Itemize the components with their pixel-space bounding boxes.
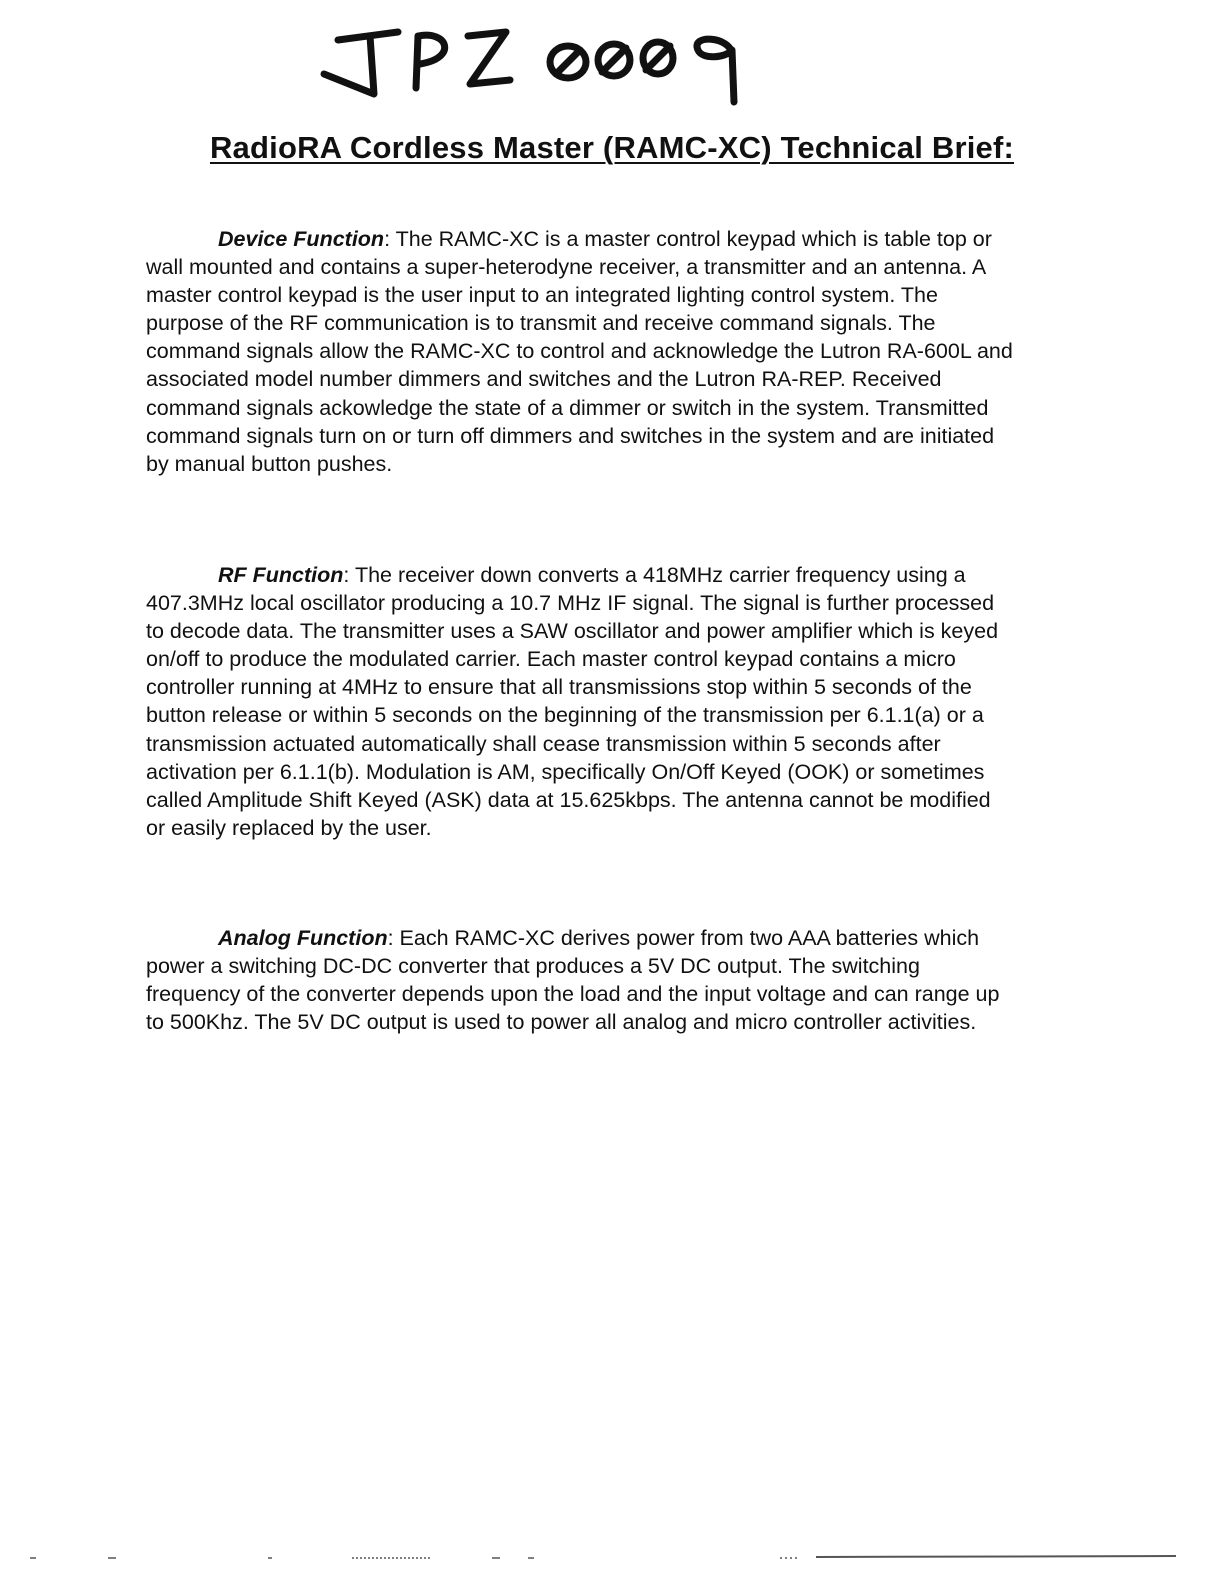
- section-device-function: [146, 225, 1014, 478]
- section-body: The RAMC-XC is a master control keypad which is table top or wall mounted and contains a super-heterodyne receiver, a transmitter and an antenna. A master control keypad is the user input to an integrated lighting control system. The purpose of the RF communication is to transmit and receive command signals. The command signals allow the RAMC-XC to control and acknowledge the Lutron RA-600L and associated model number dimmers and switches and the Lutron RA-REP. Received command signals ackowledge the state of a dimmer or switch in the system. Transmitted command signals turn on or turn off dimmers and switches in the system and are initiated by manual button pushes.: [146, 227, 1013, 476]
- section-body: Each RAMC-XC derives power from two AAA batteries which power a switching DC-DC converter that produces a 5V DC output. The switching frequency of the converter depends upon the load and the input voltage and can range up to 500Khz. The 5V DC output is used to power all analog and micro controller activities.: [146, 926, 1000, 1035]
- scan-artifact-line: [0, 1548, 1224, 1568]
- section-separator: :: [384, 227, 391, 251]
- section-body: The receiver down converts a 418MHz carrier frequency using a 407.3MHz local oscillator producing a 10.7 MHz IF signal. The signal is further processed to decode data. The transmitter uses a SAW oscillator and power amplifier which is keyed on/off to produce the modulated carrier. Each master control keypad contains a micro controller running at 4MHz to ensure that all transmissions stop within 5 seconds of the button release or within 5 seconds on the beginning of the transmission per 6.1.1(a) or a transmission actuated automatically shall cease transmission within 5 seconds after activation per 6.1.1(b). Modulation is AM, specifically On/Off Keyed (OOK) or sometimes called Amplitude Shift Keyed (ASK) data at 15.625kbps. The antenna cannot be modified or easily replaced by the user.: [146, 563, 999, 840]
- section-separator: :: [387, 926, 394, 950]
- section-analog-function: [146, 924, 1014, 1036]
- handwritten-document-id: [318, 18, 778, 108]
- section-separator: :: [343, 563, 350, 587]
- page-title: RadioRA Cordless Master (RAMC-XC) Technical Brief:: [209, 130, 1015, 165]
- section-heading: Analog Function: [218, 926, 388, 950]
- section-heading: RF Function: [218, 563, 344, 587]
- section-heading: Device Function: [218, 227, 385, 251]
- section-rf-function: [146, 561, 1014, 842]
